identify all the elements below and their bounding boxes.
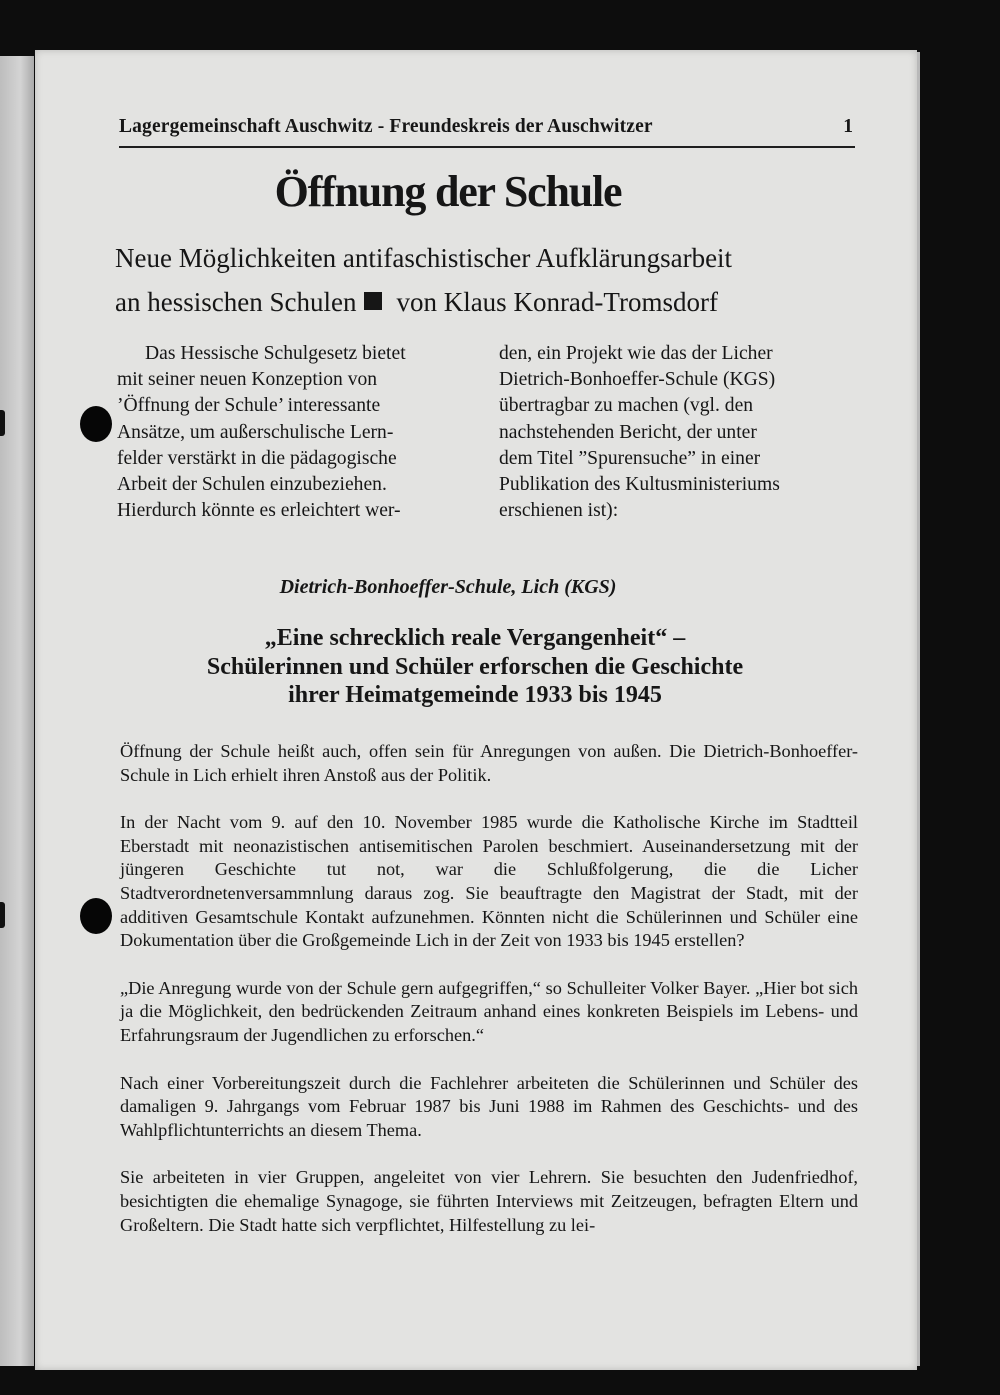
report-headline <box>125 624 825 710</box>
intro-line: mit seiner neuen Konzeption von <box>117 369 378 391</box>
document-page <box>35 50 917 1370</box>
intro-column-left <box>117 341 475 524</box>
intro-line: ’Öffnung der Schule’ interessante <box>117 395 381 417</box>
intro-line: dem Titel ”Spurensuche” in einer <box>499 447 761 469</box>
subtitle-line: Neue Möglichkeiten antifaschistischer Aufklärungsarbeit <box>115 243 733 273</box>
intro-line: nachstehenden Bericht, der unter <box>499 421 757 443</box>
body-paragraph: Sie arbeiteten in vier Gruppen, angeleitet von vier Lehrern. Sie besuchten den Judenfriedhof, besichtigten die ehemalige Synagoge, sie führten Interviews mit Zeitzeugen, befragten Eltern und Großeltern. Die Stadt hatte sich verpflichtet, Hilfestellung zu lei- <box>120 1167 858 1235</box>
subtitle-line: an hessischen Schulen <box>115 287 357 317</box>
intro-line: Das Hessische Schulgesetz bietet <box>145 343 406 364</box>
intro-column-right <box>499 341 858 524</box>
body-paragraph: In der Nacht vom 9. auf den 10. November 1985 wurde die Katholische Kirche im Stadtteil Eberstadt mit neonazistischen antisemitischen Parolen beschmiert. Auseinandersetzung mit der jüngeren Geschichte tut not, war die Schlußfolgerung, die die Licher Stadtverordnetenversammnlung daraus zog. Sie beauftragte den Magistrat der Stadt, mit der additiven Gesamtschule Kontakt aufzunehmen. Könnten nicht die Schülerinnen und Schüler eine Dokumentation über die Großgemeinde Lich in der Zeit von 1933 bis 1945 erstellen? <box>120 812 858 951</box>
intro-line: Hierdurch könnte es erleichtert wer- <box>117 500 401 522</box>
intro-line: den, ein Projekt wie das der Licher <box>499 343 773 364</box>
headline-line: „Eine schrecklich reale Vergangenheit“ – <box>264 625 686 651</box>
report-source: Dietrich-Bonhoeffer-Schule, Lich (KGS) <box>279 576 617 598</box>
body-paragraph: Öffnung der Schule heißt auch, offen sein für Anregungen von außen. Die Dietrich-Bonhoeffer-Schule in Lich erhielt ihren Anstoß aus der Politik. <box>120 741 858 785</box>
square-bullet-icon <box>364 292 382 310</box>
running-header <box>119 116 855 148</box>
author-byline: von Klaus Konrad-Tromsdorf <box>396 287 718 317</box>
intro-line: felder verstärkt in die pädagogische <box>117 447 397 469</box>
intro-line: Ansätze, um außerschulische Lern- <box>117 421 394 443</box>
punch-hole <box>80 898 112 934</box>
article-subtitle <box>115 236 845 324</box>
previous-page-edge <box>0 56 34 1366</box>
headline-line: ihrer Heimatgemeinde 1933 bis 1945 <box>288 682 662 708</box>
body-paragraph: Nach einer Vorbereitungszeit durch die Fachlehrer arbeiteten die Schülerinnen und Schüler des damaligen 9. Jahrgangs vom Februar 1987 bis Juni 1988 im Rahmen des Geschichts- und des Wahlpflichtunterrichts an diesem Thema. <box>120 1072 858 1140</box>
punch-hole <box>80 406 112 442</box>
previous-page-punch-hole <box>0 410 5 436</box>
page-number: 1 <box>843 116 853 137</box>
intro-line: Publikation des Kultusministeriums <box>499 474 780 496</box>
intro-line: Dietrich-Bonhoeffer-Schule (KGS) <box>499 369 776 391</box>
headline-line: Schülerinnen und Schüler erforschen die Geschichte <box>206 653 744 680</box>
report-body <box>120 740 858 1261</box>
intro-line: Arbeit der Schulen einzubeziehen. <box>117 474 387 496</box>
body-paragraph: „Die Anregung wurde von der Schule gern aufgegriffen,“ so Schulleiter Volker Bayer. „Hier bot sich ja die Möglichkeit, den bedrückenden Zeitraum anhand eines konkreten Beispiels im Lebens- und Erfahrungsraum der Jugendlichen zu erforschen.“ <box>120 977 858 1045</box>
intro-line: erschienen ist): <box>499 500 619 522</box>
previous-page-punch-hole <box>0 902 5 928</box>
article-title: Öffnung der Schule <box>274 167 622 216</box>
intro-line: übertragbar zu machen (vgl. den <box>499 395 754 417</box>
running-header-title: Lagergemeinschaft Auschwitz - Freundeskreis der Auschwitzer <box>119 116 653 137</box>
